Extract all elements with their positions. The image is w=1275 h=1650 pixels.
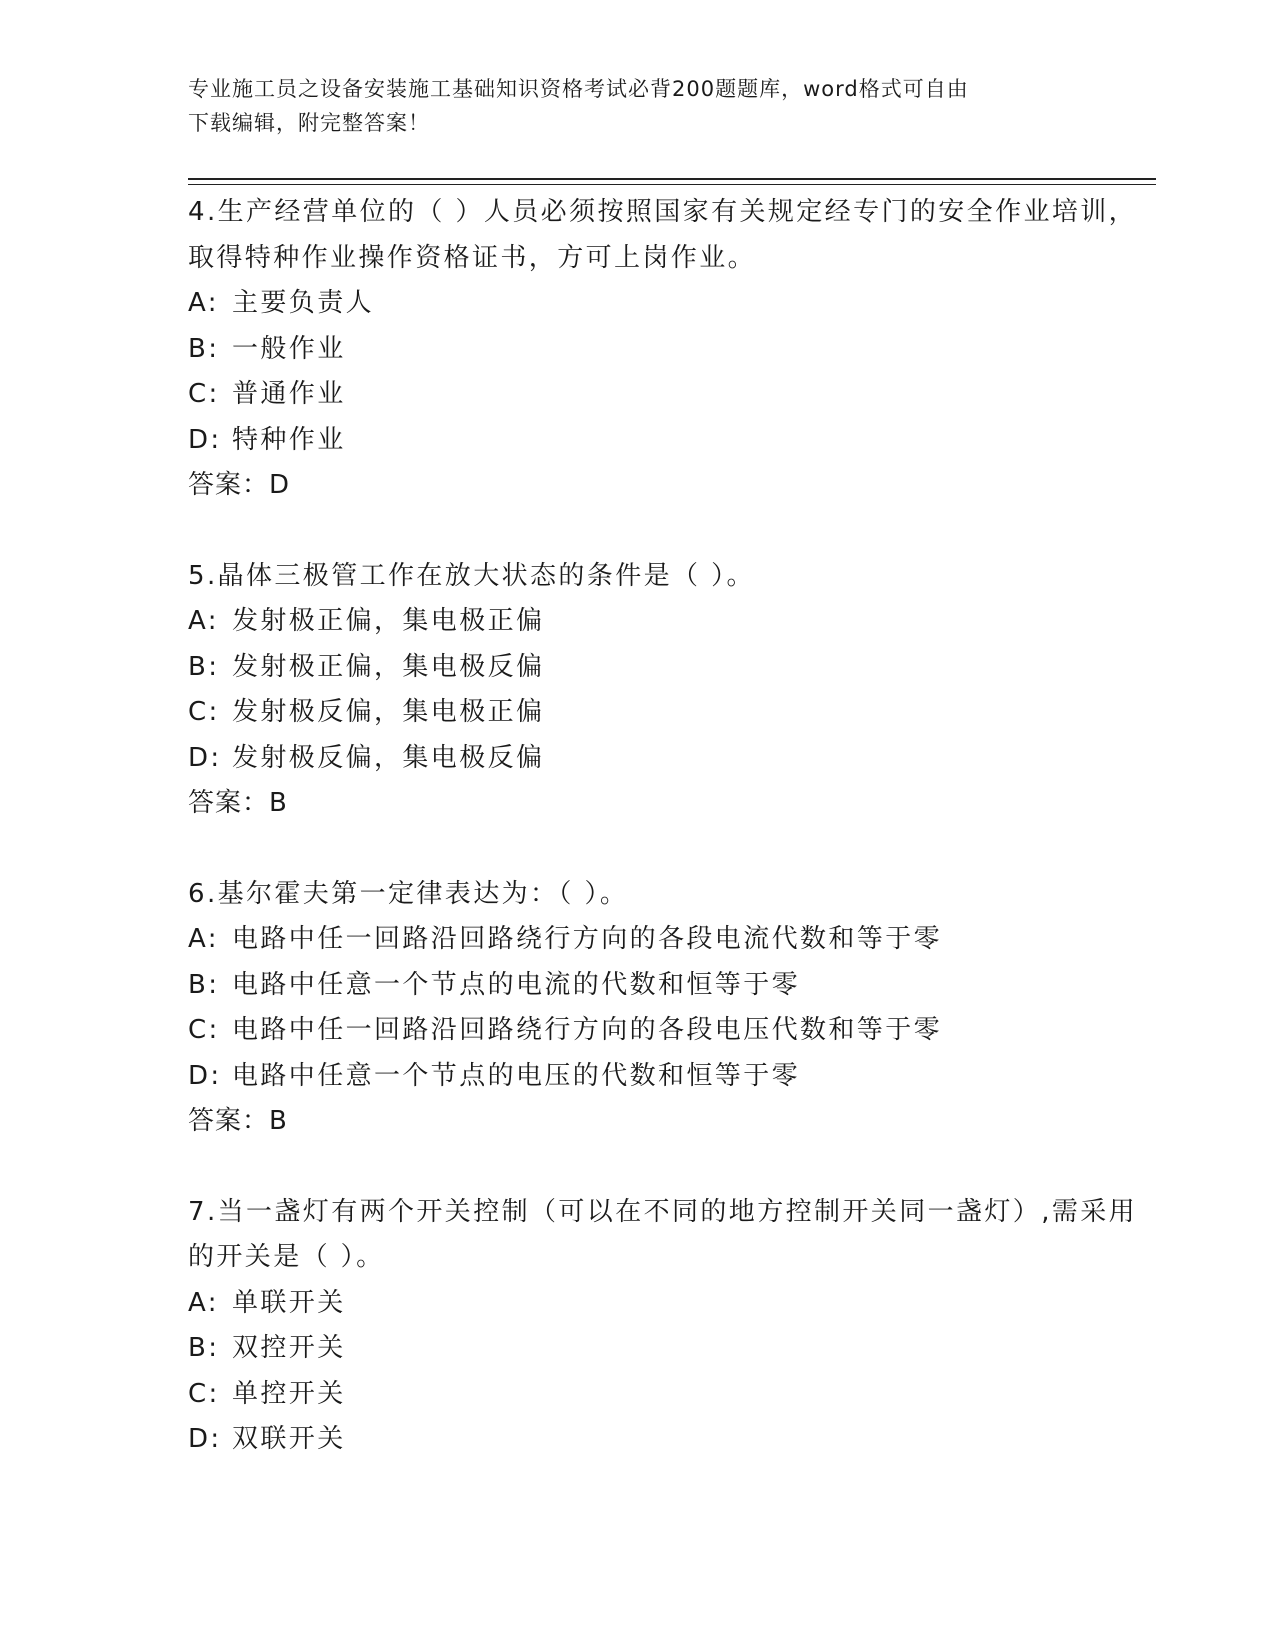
option-d (188, 1054, 1148, 1100)
option-a (188, 1281, 1148, 1327)
option-letter: C: (188, 1015, 220, 1045)
question-6 (188, 872, 1148, 1145)
question-text: 7.当一盏灯有两个开关控制（可以在不同的地方控制开关同一盏灯）,需采用的开关是（ ）。 (188, 1196, 1138, 1272)
option-text: 普通作业 (232, 379, 346, 409)
option-b (188, 963, 1148, 1009)
option-a (188, 281, 1148, 327)
option-letter: D: (188, 1060, 222, 1091)
option-text: 双控开关 (232, 1333, 346, 1363)
option-letter: D: (188, 1424, 222, 1454)
header-line-2: 下载编辑，附完整答案！ (188, 111, 430, 135)
option-b (188, 327, 1148, 373)
option-letter: A: (188, 288, 219, 318)
question-list (188, 190, 1148, 1508)
option-d (188, 1417, 1148, 1463)
answer-label: 答案：D (188, 470, 291, 500)
answer-label: 答案：B (188, 1106, 288, 1136)
option-b (188, 645, 1148, 691)
option-c (188, 1372, 1148, 1418)
option-text: 双联开关 (232, 1424, 346, 1454)
option-text: 电路中任意一个节点的电流的代数和恒等于零 (232, 969, 801, 1000)
question-text: 6.基尔霍夫第一定律表达为：（ ）。 (188, 878, 629, 909)
question-text: 5.晶体三极管工作在放大状态的条件是（ ）。 (188, 560, 755, 591)
question-4 (188, 190, 1148, 509)
question-text: 4.生产经营单位的（ ）人员必须按照国家有关规定经专门的安全作业培训，取得特种作业操作资格证书，方可上岗作业。 (188, 197, 1138, 273)
option-text: 发射极反偏，集电极正偏 (232, 697, 545, 727)
option-text: 电路中任一回路沿回路绕行方向的各段电流代数和等于零 (232, 924, 943, 954)
header-divider-thin (188, 184, 1156, 185)
option-text: 发射极反偏，集电极反偏 (232, 742, 545, 773)
option-letter: B: (188, 333, 220, 364)
option-text: 特种作业 (232, 424, 346, 455)
option-letter: B: (188, 1333, 220, 1363)
option-letter: C: (188, 1378, 220, 1409)
option-a (188, 599, 1148, 645)
option-c (188, 690, 1148, 736)
option-d (188, 418, 1148, 464)
option-text: 单联开关 (232, 1287, 346, 1318)
header-line-1: 专业施工员之设备安装施工基础知识资格考试必背200题题库，word格式可自由 (188, 77, 969, 101)
question-7 (188, 1190, 1148, 1463)
option-letter: B: (188, 969, 220, 1000)
option-letter: D: (188, 424, 222, 455)
option-text: 发射极正偏，集电极正偏 (232, 606, 545, 636)
option-text: 一般作业 (232, 333, 346, 364)
option-letter: A: (188, 924, 219, 954)
option-letter: A: (188, 606, 219, 636)
option-letter: C: (188, 697, 220, 727)
option-letter: D: (188, 742, 222, 773)
header-divider-thick (188, 178, 1156, 180)
document-header (188, 72, 1088, 140)
option-text: 发射极正偏，集电极反偏 (232, 651, 545, 682)
option-c (188, 372, 1148, 418)
option-a (188, 917, 1148, 963)
answer-label: 答案：B (188, 788, 288, 818)
option-text: 电路中任意一个节点的电压的代数和恒等于零 (232, 1060, 801, 1091)
option-c (188, 1008, 1148, 1054)
option-text: 单控开关 (232, 1378, 346, 1409)
option-letter: B: (188, 651, 220, 682)
option-d (188, 736, 1148, 782)
option-letter: A: (188, 1287, 219, 1318)
option-text: 主要负责人 (232, 288, 375, 318)
question-5 (188, 554, 1148, 827)
option-b (188, 1326, 1148, 1372)
option-letter: C: (188, 379, 220, 409)
option-text: 电路中任一回路沿回路绕行方向的各段电压代数和等于零 (232, 1015, 943, 1045)
